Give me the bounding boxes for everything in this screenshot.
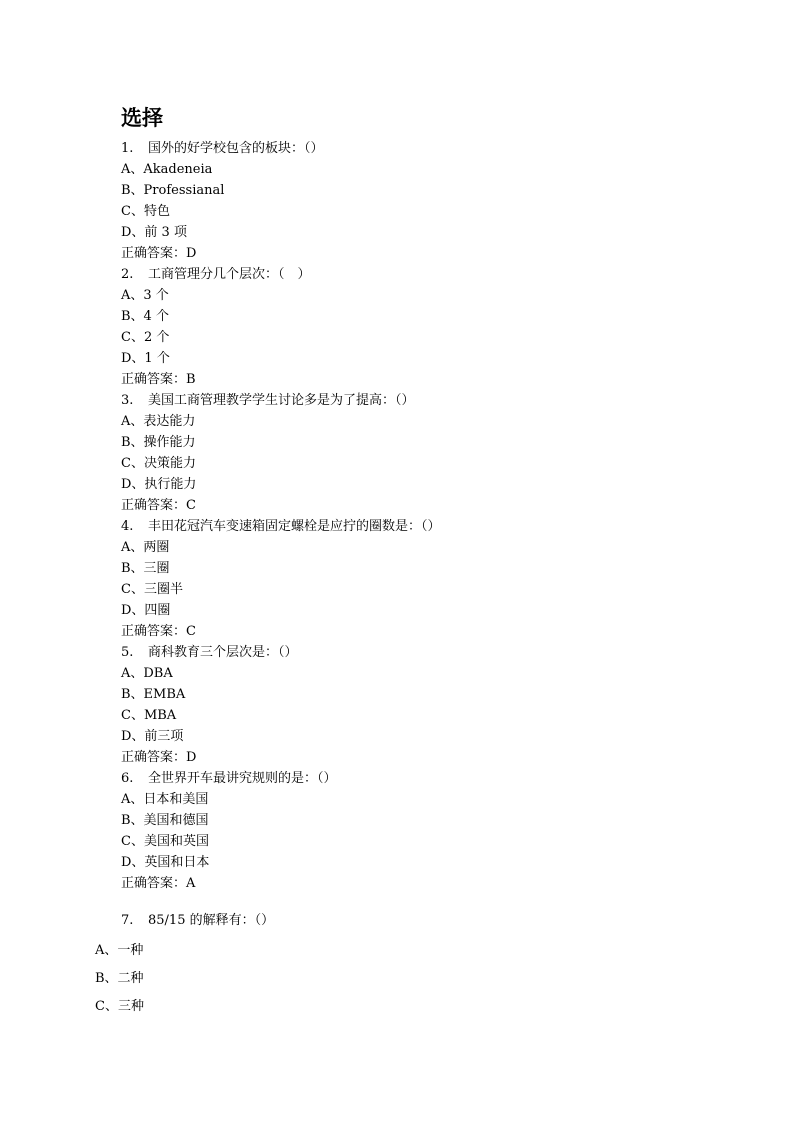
correct-answer: 正确答案：C — [121, 498, 196, 513]
question-stem — [121, 264, 741, 285]
option-d: D、1 个 — [121, 351, 170, 366]
option-d: D、前三项 — [121, 729, 184, 744]
question-number: 6. — [121, 771, 134, 786]
option-d: D、前 3 项 — [121, 225, 187, 240]
option-a: A、DBA — [121, 666, 173, 681]
question-number: 5. — [121, 645, 134, 660]
option-d: D、英国和日本 — [121, 855, 210, 870]
question-2 — [121, 264, 741, 390]
option-c: C、特色 — [121, 204, 170, 219]
option-c: C、三圈半 — [121, 582, 183, 597]
question-stem — [121, 642, 741, 663]
question-4 — [121, 516, 741, 642]
option-c: C、三种 — [95, 999, 144, 1014]
option-b: B、4 个 — [121, 309, 169, 324]
option-a: A、两圈 — [121, 540, 170, 555]
question-list — [121, 138, 741, 894]
correct-answer: 正确答案：D — [121, 246, 197, 261]
question-stem — [121, 138, 741, 159]
option-a: A、日本和美国 — [121, 792, 209, 807]
option-c: C、MBA — [121, 708, 177, 723]
question-text: 国外的好学校包含的板块：（） — [148, 141, 324, 156]
correct-answer: 正确答案：A — [121, 876, 196, 891]
correct-answer: 正确答案：B — [121, 372, 196, 387]
question-text: 丰田花冠汽车变速箱固定螺栓是应拧的圈数是：（） — [148, 519, 441, 534]
section-heading: 选择 — [121, 106, 163, 130]
option-b: B、Professianal — [121, 183, 225, 198]
option-a: A、Akadeneia — [121, 162, 213, 177]
option-d: D、执行能力 — [121, 477, 197, 492]
correct-answer: 正确答案：C — [121, 624, 196, 639]
question-text: 商科教育三个层次是：（） — [148, 645, 298, 660]
question-5 — [121, 642, 741, 768]
question-number: 1. — [121, 141, 134, 156]
question-3 — [121, 390, 741, 516]
option-b: B、二种 — [95, 971, 144, 986]
question-stem — [121, 768, 741, 789]
question-1 — [121, 138, 741, 264]
option-b: B、美国和德国 — [121, 813, 209, 828]
question-7-stem — [121, 910, 274, 931]
question-number: 3. — [121, 393, 134, 408]
question-stem — [121, 390, 741, 411]
option-a: A、一种 — [95, 943, 144, 958]
question-number: 2. — [121, 267, 134, 282]
option-c: C、2 个 — [121, 330, 170, 345]
question-number: 7. — [121, 913, 134, 928]
option-b: B、三圈 — [121, 561, 170, 576]
option-a: A、表达能力 — [121, 414, 196, 429]
question-text: 美国工商管理教学学生讨论多是为了提高：（） — [148, 393, 415, 408]
option-d: D、四圈 — [121, 603, 171, 618]
question-number: 4. — [121, 519, 134, 534]
correct-answer: 正确答案：D — [121, 750, 197, 765]
option-b: B、EMBA — [121, 687, 186, 702]
option-a: A、3 个 — [121, 288, 169, 303]
question-text: 85/15 的解释有：（） — [148, 913, 275, 928]
question-7-options — [95, 937, 144, 1021]
option-c: C、美国和英国 — [121, 834, 209, 849]
option-c: C、决策能力 — [121, 456, 196, 471]
question-text: 全世界开车最讲究规则的是：（） — [148, 771, 337, 786]
option-b: B、操作能力 — [121, 435, 196, 450]
question-text: 工商管理分几个层次：（ ） — [148, 267, 311, 282]
question-6 — [121, 768, 741, 894]
question-stem — [121, 516, 741, 537]
